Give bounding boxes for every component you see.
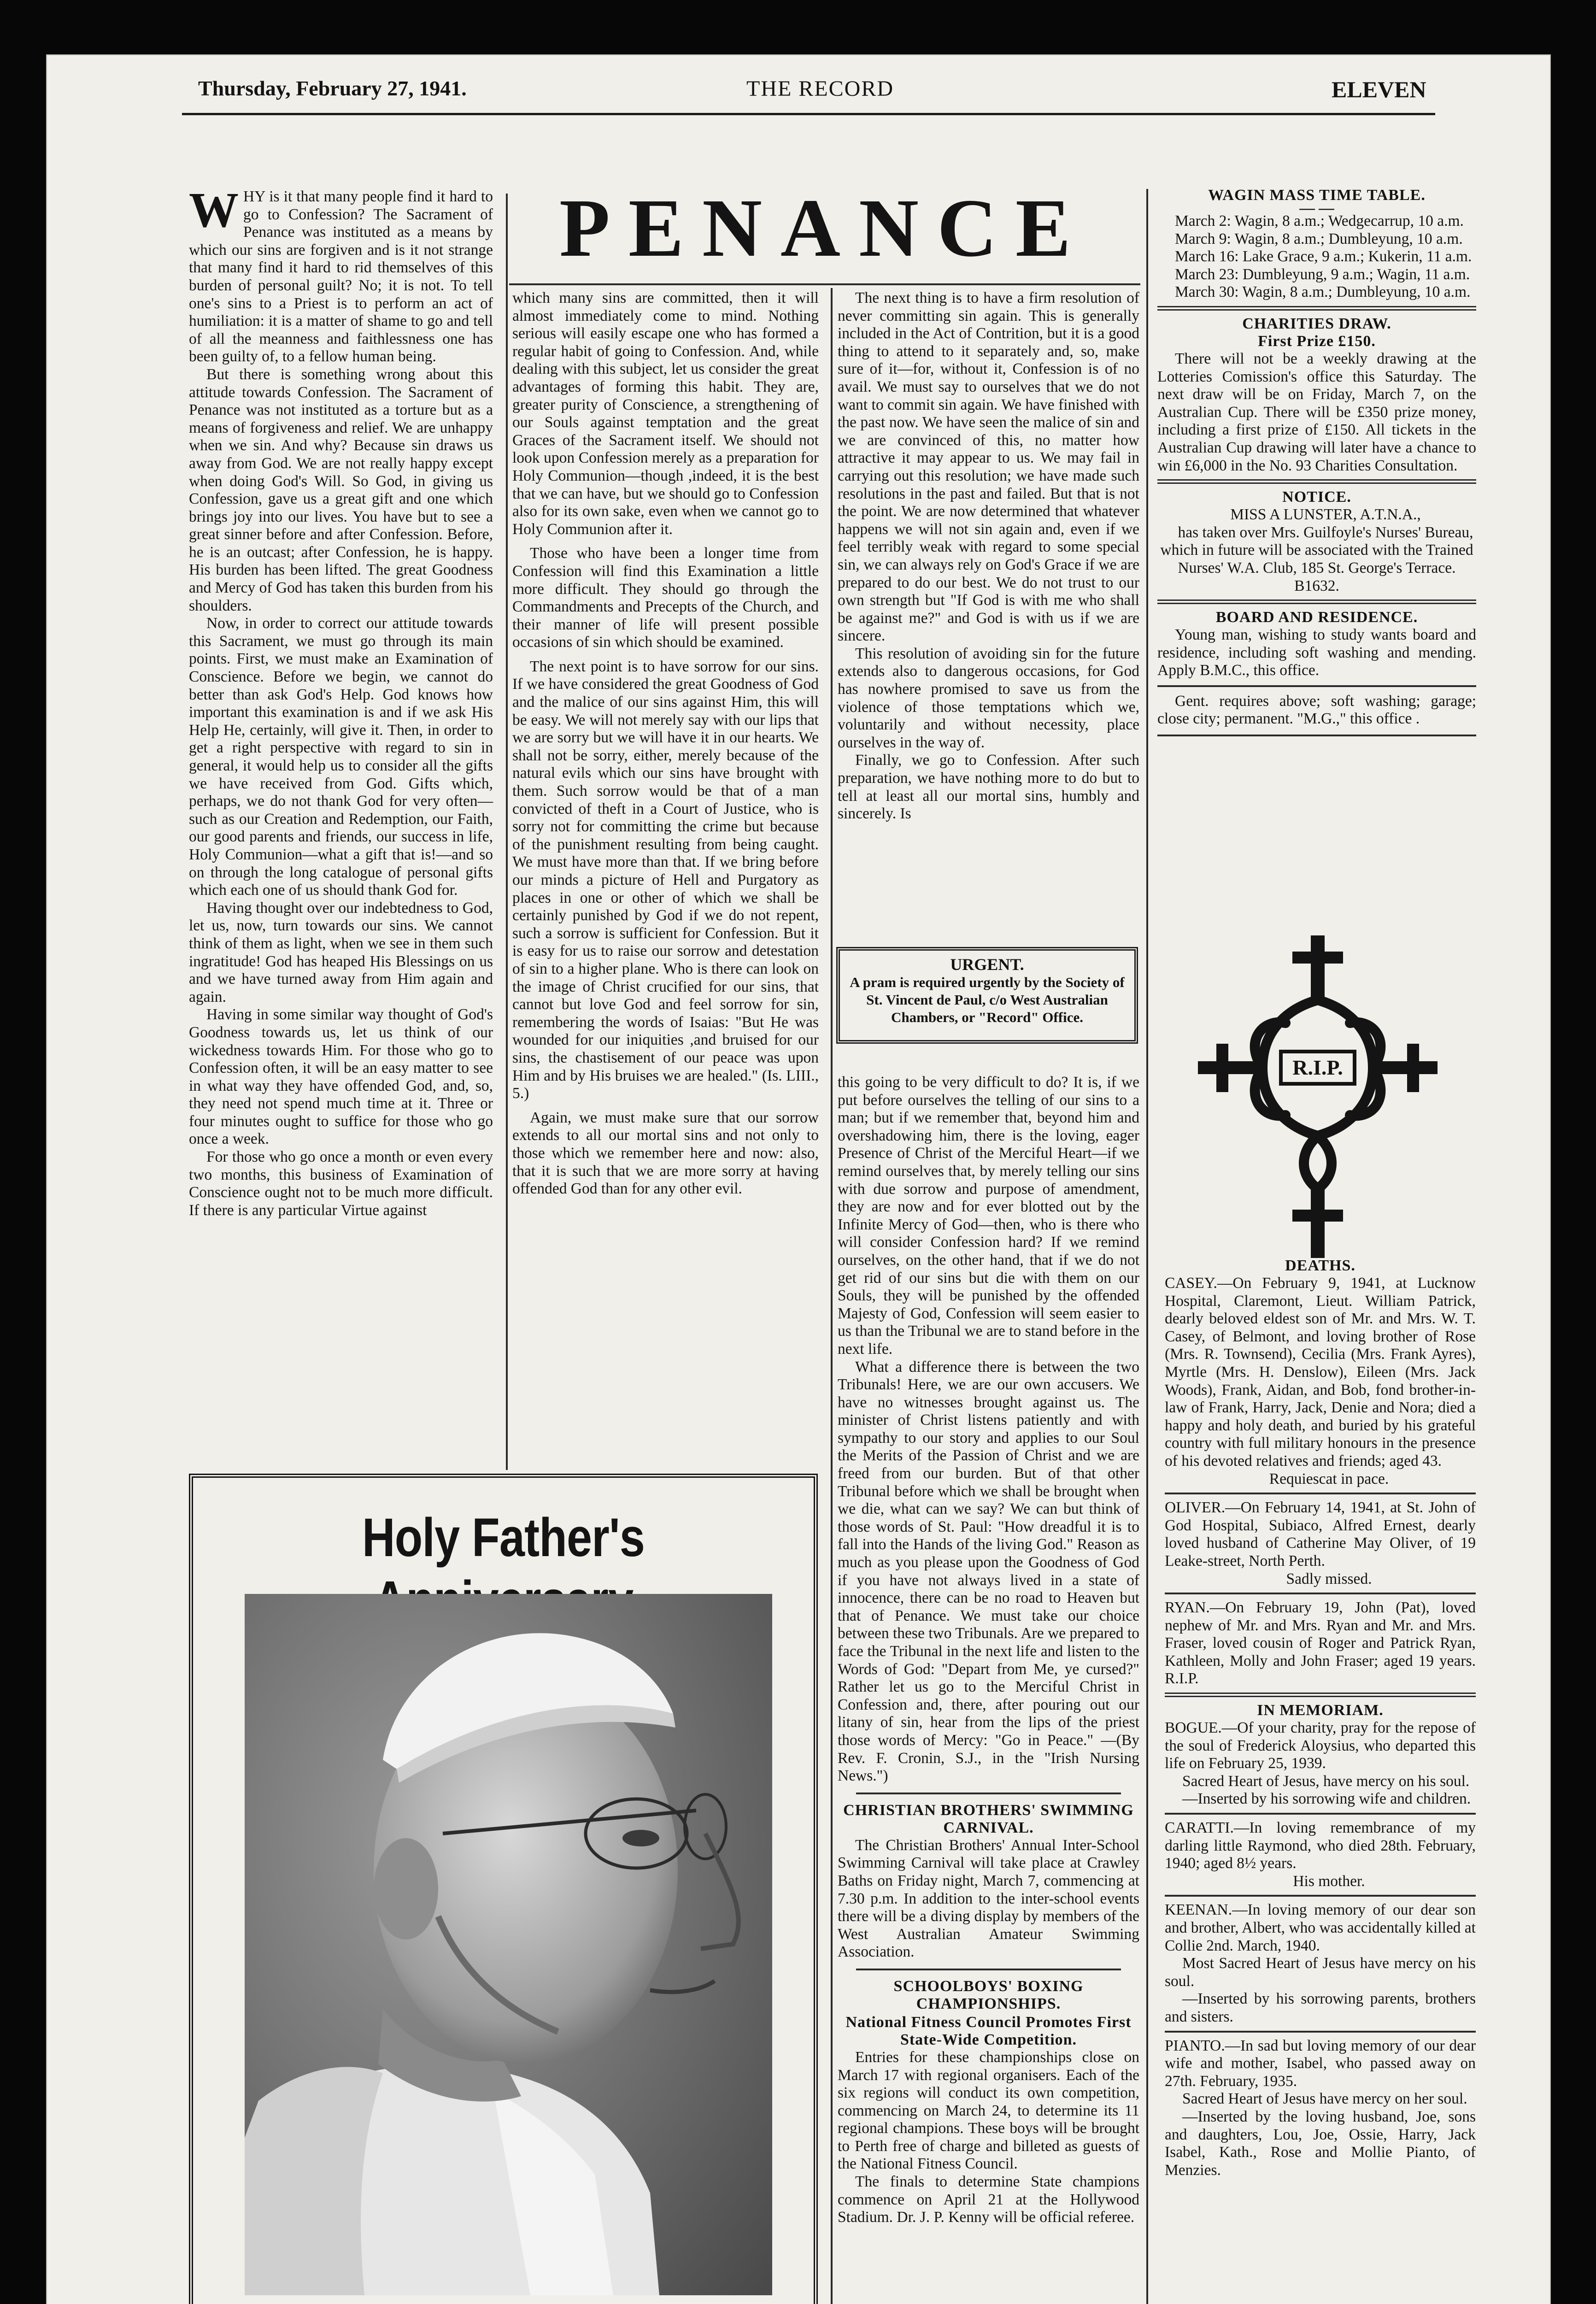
penance-column-3 <box>838 289 1139 823</box>
section-rule <box>1165 1693 1476 1697</box>
boxing-title: SCHOOLBOYS' BOXING CHAMPIONSHIPS. <box>893 1977 1084 2012</box>
death-notice: RYAN.—On February 19, John (Pat), loved nephew of Mr. and Mrs. Ryan and Mr. and Mrs. Fraser, loved cousin of Roger and Patrick Ryan, Kathleen, Molly and John Fraser; aged 19 years. R.I.P. <box>1165 1599 1476 1687</box>
penance-paragraph: This resolution of avoiding sin for the future extends also to dangerous occasions, for God has nowhere promised to save us from the violence of those temptations which we, voluntarily and without necessity, place ourselves in the way of. <box>838 645 1139 751</box>
death-closing: Requiescat in pace. <box>1269 1470 1389 1487</box>
penance-paragraph: The next thing is to have a firm resolution of never committing sin again. This is generally included in the Act of Contrition, but it is a good thing to attend to it separately and, so, make sure of it—for, without it, Confession is of no avail. We must say to ourselves that we do not want to commit sin again. We have finished with the past now. We have seen the malice of sin and we are convinced of this, no matter how attractive it may appear to us. We may fail in carrying out this resolution; we have made such resolutions in the past and failed. But that is not the point. We are now determined that whatever happens we will not sin again and, even if we feel terribly weak with regard to some special sin, we can always rely on God's Grace if we are prepared to do our best. We do not trust to our own strength but "If God is with me who shall be against me?" and God is with us if we are sincere. <box>838 289 1139 645</box>
section-rule <box>1157 685 1476 687</box>
memoriam-signed: —Inserted by his sorrowing wife and children. <box>1182 1790 1471 1808</box>
drop-cap: W <box>189 183 239 238</box>
penance-paragraph: which many sins are committed, then it will almost immediately come to mind. Nothing serious will easily escape one who has formed a regular habit of going to Confession. And, while dealing with this subject, let us consider the great advantages of forming this habit. They are, greater purity of Conscience, a strengthening of our Souls against temptation and the great Graces of the Sacrament itself. We should not look upon Confession merely as a preparation for Holy Communion—though ,indeed, it is the best that we can have, but we should go to Confession also for its own sake, even when we cannot go to Holy Communion after it. <box>512 289 819 538</box>
memoriam-verse: Most Sacred Heart of Jesus have mercy on his soul. <box>1165 1955 1476 1990</box>
title-dash: — — <box>1299 200 1334 217</box>
headline-rule <box>509 283 1140 285</box>
section-rule <box>856 1969 1121 1970</box>
mass-time-line: March 9: Wagin, 8 a.m.; Dumbleyung, 10 a.m. <box>1175 230 1463 247</box>
mass-table-title: WAGIN MASS TIME TABLE. <box>1208 187 1426 204</box>
rip-cross-ornament <box>1193 931 1442 1263</box>
pope-portrait-photo <box>245 1594 772 2295</box>
memoriam-title: IN MEMORIAM. <box>1257 1702 1384 1719</box>
penance-paragraph: Now, in order to correct our attitude towards this Sacrament, we must go through its main points. First, we must make an Examination of Conscience. Before we begin, we cannot do better than ask God's Help. God knows how important this examination is and if we ask His Help He, certainly, will give it. Then, in order to get a right perspective with regard to sin in general, it would help us to consider all the gifts we have received from God. Gifts which, perhaps, we do not thank God for very often—such as our Creation and Redemption, our Faith, our good parents and friends, our success in life, Holy Communion—what a gift that is!—and so on through the long catalogue of personal gifts which each one of us should thank God for. <box>189 615 493 899</box>
mass-time-line: March 23: Dumbleyung, 9 a.m.; Wagin, 11 a.m. <box>1175 265 1470 283</box>
boxing-subtitle: National Fitness Council Promotes First State-Wide Competition. <box>845 2013 1132 2048</box>
header-page-number: ELEVEN <box>1332 76 1426 102</box>
charities-title: CHARITIES DRAW. <box>1242 315 1391 332</box>
penance-paragraph: But there is something wrong about this attitude towards Confession. The Sacrament of Penance was not instituted as a torture but as a means of forgiveness and relief. We are unhappy when we sin. And why? Because sin draws us away from God. We are not really happy except when doing God's Will. So God, in giving us Confession, gave us a great gift and one which brings joy into our lives. You have but to see a great sinner before and after Confession. Before, he is an outcast; after Confession, he is happy. His burden has been lifted. The great Goodness and Mercy of God has taken this burden from his shoulders. <box>189 365 493 614</box>
anniversary-title: Holy Father's <box>362 1507 645 1568</box>
board-ad: Gent. requires above; soft washing; garage; close city; permanent. "M.G.," this office . <box>1157 692 1476 728</box>
penance-paragraph: Those who have been a longer time from Confession will find this Examination a little more difficult. They should go through the Commandments and Precepts of the Church, and their manner of life will present possible occasions of sin which should be examined. <box>512 545 819 651</box>
column-rule <box>506 194 508 1470</box>
penance-column-2 <box>512 289 819 1198</box>
section-rule <box>1157 735 1476 736</box>
classifieds-column <box>1157 187 1476 743</box>
memoriam-signed: —Inserted by his sorrowing parents, brothers and sisters. <box>1165 1990 1476 2025</box>
pope-portrait-illustration <box>245 1594 772 2295</box>
penance-paragraph: this going to be very difficult to do? It is, if we put before ourselves the telling of our sins to a man; but if we remember that, beyond him and overshadowing him, there is the loving, eager Presence of Christ of the Merciful Heart—if we remind ourselves that, by merely telling our sins with due sorrow and purpose of amendment, they are now and for ever blotted out by the Infinite Mercy of God—then, who is there who will consider Confession hard? If we remind ourselves, on the other hand, that if we do not get rid of our sins but die with them on our Souls, they will be punished by the offended Majesty of God, Confession will seem easier to us than the Tribunal we are to stand before in the next life. <box>838 1074 1139 1358</box>
memoriam-verse: His mother. <box>1293 1872 1365 1890</box>
section-rule <box>1157 306 1476 311</box>
penance-headline: PENANCE <box>559 182 1090 274</box>
rip-label: R.I.P. <box>1292 1056 1343 1079</box>
death-closing: Sadly missed. <box>1286 1570 1372 1587</box>
deaths-column <box>1165 1257 1476 2179</box>
boxing-paragraph: The finals to determine State champions commence on April 21 at the Hollywood Stadium. Dr. J. P. Kenny will be official referee. <box>838 2173 1139 2226</box>
penance-paragraph: The next point is to have sorrow for our sins. If we have considered the great Goodness of God and the malice of our sins against Him, this will be easy. We will not merely say with our lips that we are sorry but we will have it in our hearts. We shall not be sorry, either, merely because of the natural evils which our sins have brought with them. Such sorrow would be that of a man convicted of theft in a Court of Justice, who is sorry not for committing the crime but because of the punishment resulting from being caught. We must have more than that. If we bring before our minds a picture of Hell and Purgatory as places in one or other of which we shall be certainly punished by God if we do not repent, such a sorrow is sufficient for Confession. But it is easy for us to raise our sorrow and detestation of sin to a higher plane. Who is there can look on the image of Christ crucified for our sins, that cannot but love God and feel sorrow for sin, remembering the words of Isaias: "But He was wounded for our iniquities ,and bruised for our sins, the chastisement of our peace was upon Him and by His bruises we are healed." (Is. LIII., 5.) <box>512 658 819 1102</box>
urgent-notice <box>836 947 1138 1044</box>
memoriam-notice: BOGUE.—Of your charity, pray for the repose of the soul of Frederick Aloysius, who departed this life on February 25, 1939. <box>1165 1719 1476 1772</box>
death-notice: OLIVER.—On February 14, 1941, at St. John of God Hospital, Subiaco, Alfred Ernest, dearly loved husband of Catherine May Oliver, of 19 Leake-street, North Perth. <box>1165 1499 1476 1569</box>
memoriam-signed: —Inserted by the loving husband, Joe, sons and daughters, Lou, Joe, Ossie, Harry, Jack Isabel, Kath., Rose and Mollie Pianto, of Menzies. <box>1165 2108 1476 2179</box>
carnival-body: The Christian Brothers' Annual Inter-School Swimming Carnival will take place at Crawley Baths on Friday night, March 7, commencing at 7.30 p.m. In addition to the inter-school events there will be a diving display by members of the West Australian Amateur Swimming Association. <box>838 1836 1139 1961</box>
carnival-title: CHRISTIAN BROTHERS' SWIMMING CARNIVAL. <box>843 1801 1134 1836</box>
column-rule <box>831 288 833 2304</box>
header-publication: THE RECORD <box>746 76 894 101</box>
boxing-paragraph: Entries for these championships close on March 17 with regional organisers. Each of the six regions will conduct its own competition, commencing on March 24, to determine its 11 regional champions. These boys will be brought to Perth free of charge and billeted as guests of the National Fitness Council. <box>838 2048 1139 2173</box>
board-ad: Young man, wishing to study wants board and residence, including soft washing and mending. Apply B.M.C., this office. <box>1157 626 1476 679</box>
memoriam-verse: Sacred Heart of Jesus, have mercy on his soul. <box>1182 1772 1470 1790</box>
header-date: Thursday, February 27, 1941. <box>198 76 467 100</box>
urgent-body: A pram is required urgently by the Society of St. Vincent de Paul, c/o West Australian Chambers, or "Record" Office. <box>850 974 1125 1025</box>
charities-subtitle: First Prize £150. <box>1258 332 1376 350</box>
notice-name: MISS A LUNSTER, A.T.N.A., <box>1230 506 1421 523</box>
header-rule <box>182 113 1435 115</box>
penance-paragraph: HY is it that many people find it hard to go to Confession? The Sacrament of Penance was instituted as a means by which our sins are forgiven and is it not strange that many find it hard to rid themselves of this burden of personal guilt? No; it is not. To tell one's sins to a Priest is to perform an act of humiliation: it is a matter of shame to go and tell of all the meanness and faithlessness one has been guilty of, to a fellow human being. <box>189 188 493 365</box>
penance-column-3-continued <box>838 1074 1139 2227</box>
mass-time-line: March 30: Wagin, 8 a.m.; Dumbleyung, 10 a.m. <box>1175 283 1471 301</box>
section-rule <box>1157 600 1476 604</box>
notice-title: NOTICE. <box>1282 488 1351 506</box>
penance-paragraph: Having thought over our indebtedness to God, let us, now, turn towards our sins. We cannot think of them as light, when we see in them such ingratitude! God has heaped His Blessings on us and we have turned away from Him again and again. <box>189 899 493 1005</box>
memoriam-notice: KEENAN.—In loving memory of our dear son and brother, Albert, who was accidentally killed at Collie 2nd. March, 1940. <box>1165 1901 1476 1954</box>
column-rule <box>1146 189 1148 2304</box>
section-rule <box>1165 1813 1476 1815</box>
section-rule <box>1165 1493 1476 1494</box>
charities-body: There will not be a weekly drawing at the Lotteries Comission's office this Saturday. The next draw will be on Friday, March 7, on the Australian Cup. There will be £350 prize money, including a first prize of £150. All tickets in the Australian Cup drawing will later have a chance to win £6,000 in the No. 93 Charities Consultation. <box>1157 350 1476 474</box>
section-rule <box>1157 479 1476 484</box>
notice-body: has taken over Mrs. Guilfoyle's Nurses' Bureau, which in future will be associated with the Trained Nurses' W.A. Club, 185 St. George's Terrace. B1632. <box>1160 523 1473 594</box>
mass-time-line: March 16: Lake Grace, 9 a.m.; Kukerin, 11 a.m. <box>1175 248 1472 265</box>
section-rule <box>856 1793 1121 1794</box>
anniversary-feature <box>189 1474 818 2304</box>
penance-column-1 <box>189 183 493 1219</box>
penance-paragraph: Again, we must make sure that our sorrow extends to all our mortal sins and not only to those which we remember here and now: also, that it is such that we are more sorry at having offended God than for any other evil. <box>512 1109 819 1198</box>
penance-paragraph: For those who go once a month or even every two months, this business of Examination of Conscience ought not to be much more difficult. If there is any particular Virtue against <box>189 1148 493 1219</box>
urgent-title: URGENT. <box>950 955 1024 974</box>
board-title: BOARD AND RESIDENCE. <box>1215 609 1418 626</box>
deaths-title: DEATHS. <box>1285 1257 1355 1274</box>
mass-time-line: March 2: Wagin, 8 a.m.; Wedgecarrup, 10 a.m. <box>1175 212 1464 229</box>
death-notice: CASEY.—On February 9, 1941, at Lucknow Hospital, Claremont, Lieut. William Patrick, dearly beloved eldest son of Mr. and Mrs. W. T. Casey, of Belmont, and loving brother of Rose (Mrs. R. Townsend), Cecilia (Mrs. Frank Ayres), Myrtle (Mrs. H. Denslow), Eileen (Mrs. Jack Woods), Frank, Aidan, and Bob, fond brother-in-law of Frank, Harry, Jack, Denie and Nora; died a happy and holy death, and buried by his grateful country with full military honours in the presence of his devoted relatives and friends; aged 43. <box>1165 1275 1476 1469</box>
section-rule <box>1165 2031 1476 2033</box>
penance-paragraph: What a difference there is between the two Tribunals! Here, we are our own accusers. We have no witnesses brought against us. The minister of Christ listens patiently and with sympathy to our story and applies to our Soul the Merits of the Passion of Christ and we are freed from our burden. But of that other Tribunal before which we shall be brought when we die, what can we say? We can but think of those words of St. Paul: "How dreadful it is to fall into the Hands of the living God." Reason as much as you please upon the Goodness of God if you have not always lived in a state of innocence, there can be no road to Heaven but that of Penance. We must take our choice between these two Tribunals. Are we prepared to face the Tribunal in the next life and listen to the Words of God: "Depart from Me, ye cursed?" Rather let us go to the Merciful Christ in Confession and, there, after pouring out our litany of sin, hear from the lips of the priest those words of Mercy: "Go in Peace." —(By Rev. F. Cronin, S.J., in the "Irish Nursing News.") <box>838 1358 1139 1785</box>
memoriam-notice: CARATTI.—In loving remembrance of my darling little Raymond, who died 28th. February, 1940; aged 8½ years. <box>1165 1819 1476 1872</box>
penance-paragraph: Having in some similar way thought of God's Goodness towards us, let us think of our wickedness towards Him. For those who go to Confession often, it will be an easy matter to see in what way they have offended God, and, so, they need not spend much time at it. Three or four minutes ought to suffice for those who go once a week. <box>189 1006 493 1148</box>
penance-paragraph: Finally, we go to Confession. After such preparation, we have nothing more to do but to tell at least all our mortal sins, humbly and sincerely. Is <box>838 752 1139 823</box>
memoriam-verse: Sacred Heart of Jesus have mercy on her soul. <box>1182 2090 1467 2108</box>
memoriam-notice: PIANTO.—In sad but loving memory of our dear wife and mother, Isabel, who passed away on 27th. February, 1935. <box>1165 2037 1476 2090</box>
section-rule <box>1165 1895 1476 1897</box>
section-rule <box>1165 1593 1476 1594</box>
